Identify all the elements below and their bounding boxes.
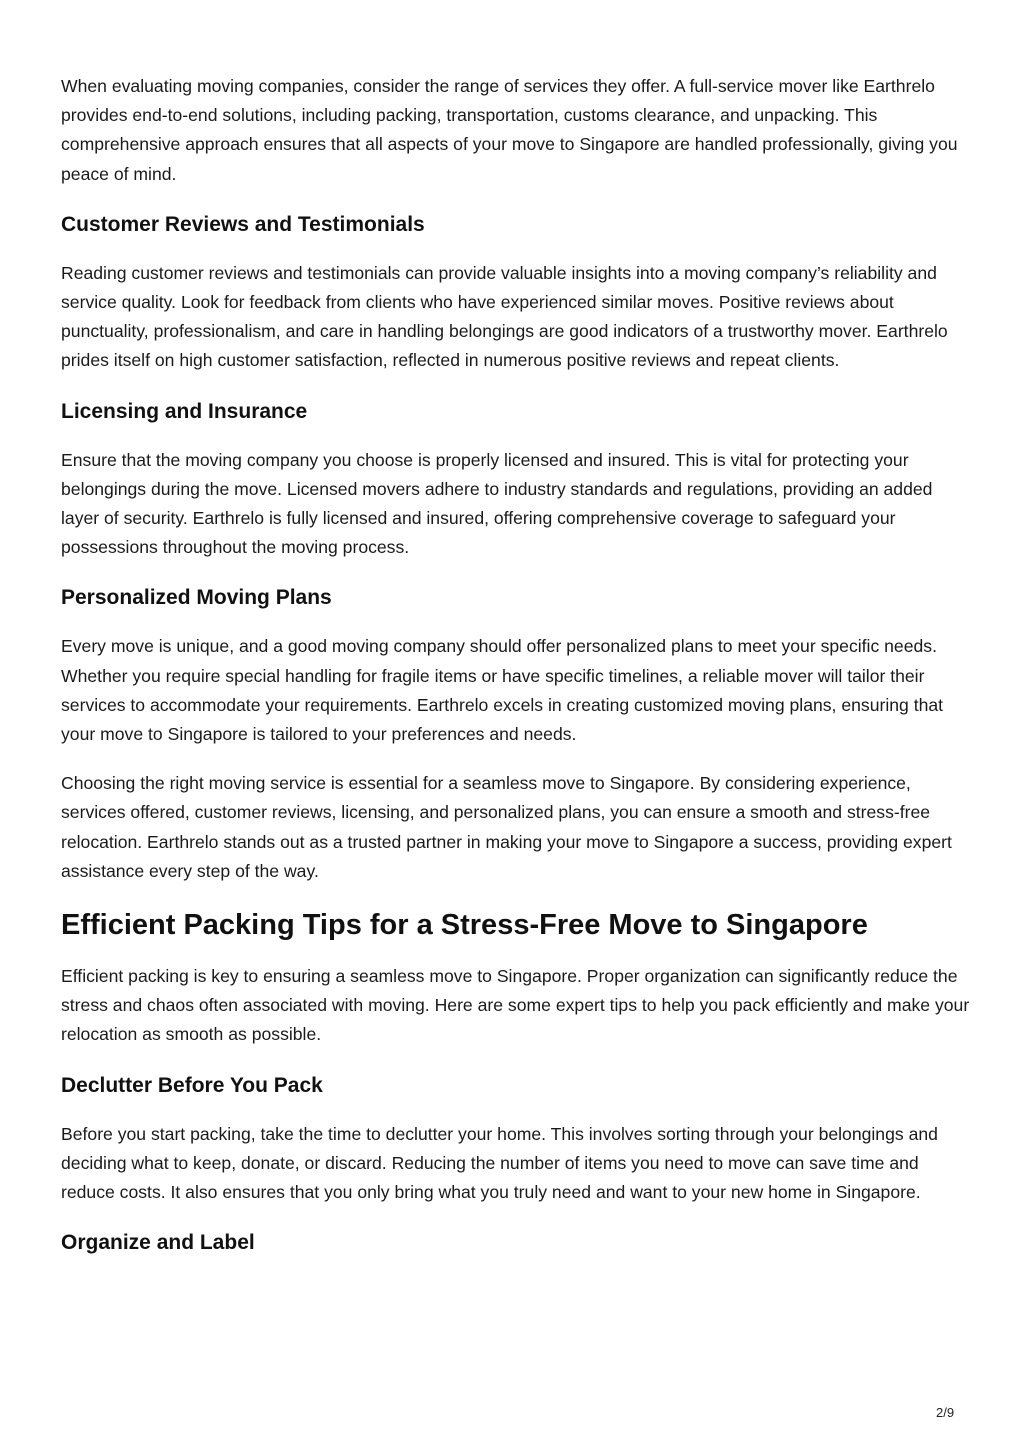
heading-customer-reviews: Customer Reviews and Testimonials	[61, 212, 425, 236]
heading-declutter: Declutter Before You Pack	[61, 1073, 323, 1097]
heading-licensing: Licensing and Insurance	[61, 399, 308, 423]
paragraph-personalized-plans: Every move is unique, and a good moving company should offer personalized plans to meet your specific needs. Whether you require special handling for fragile items or have specific timelines, a reliable mover will tailor their services to accommodate your requirements. Earthrelo excels in creating customized moving plans, ensuring that your move to Singapore is tailored to your preferences and needs.	[61, 636, 944, 745]
heading-efficient-packing: Efficient Packing Tips for a Stress-Free Move to Singapore	[61, 909, 868, 942]
document-page	[61, 72, 971, 1257]
intro-paragraph: When evaluating moving companies, consider the range of services they offer. A full-service mover like Earthrelo provides end-to-end solutions, including packing, transportation, customs clearance, and unpacking. This comprehensive approach ensures that all aspects of your move to Singapore are handled professionally, giving you peace of mind.	[61, 76, 958, 184]
page-number: 2/9	[936, 1405, 955, 1420]
heading-organize-label: Organize and Label	[61, 1231, 255, 1255]
paragraph-efficient-packing: Efficient packing is key to ensuring a seamless move to Singapore. Proper organization can significantly reduce the stress and chaos often associated with moving. Here are some expert tips to help you pack efficiently and make your relocation as smooth as possible.	[61, 966, 970, 1045]
paragraph-licensing: Ensure that the moving company you choose is properly licensed and insured. This is vital for protecting your belongings during the move. Licensed movers adhere to industry standards and regulations, providing an added layer of security. Earthrelo is fully licensed and insured, offering comprehensive coverage to safeguard your possessions throughout the moving process.	[61, 449, 933, 558]
heading-personalized-plans: Personalized Moving Plans	[61, 586, 332, 610]
paragraph-declutter: Before you start packing, take the time to declutter your home. This involves sorting through your belongings and deciding what to keep, donate, or discard. Reducing the number of items you need to move can save time and reduce costs. It also ensures that you only bring what you truly need and want to your new home in Singapore.	[61, 1123, 938, 1203]
paragraph-customer-reviews: Reading customer reviews and testimonials can provide valuable insights into a moving company’s reliability and service quality. Look for feedback from clients who have experienced similar moves. Positive reviews about punctuality, professionalism, and care in handling belongings are good indicators of a trustworthy mover. Earthrelo prides itself on high customer satisfaction, reflected in numerous positive reviews and repeat clients.	[61, 262, 948, 371]
paragraph-conclusion: Choosing the right moving service is essential for a seamless move to Singapore. By considering experience, services offered, customer reviews, licensing, and personalized plans, you can ensure a smooth and stress-free relocation. Earthrelo stands out as a trusted partner in making your move to Singapore a success, providing expert assistance every step of the way.	[61, 773, 952, 881]
